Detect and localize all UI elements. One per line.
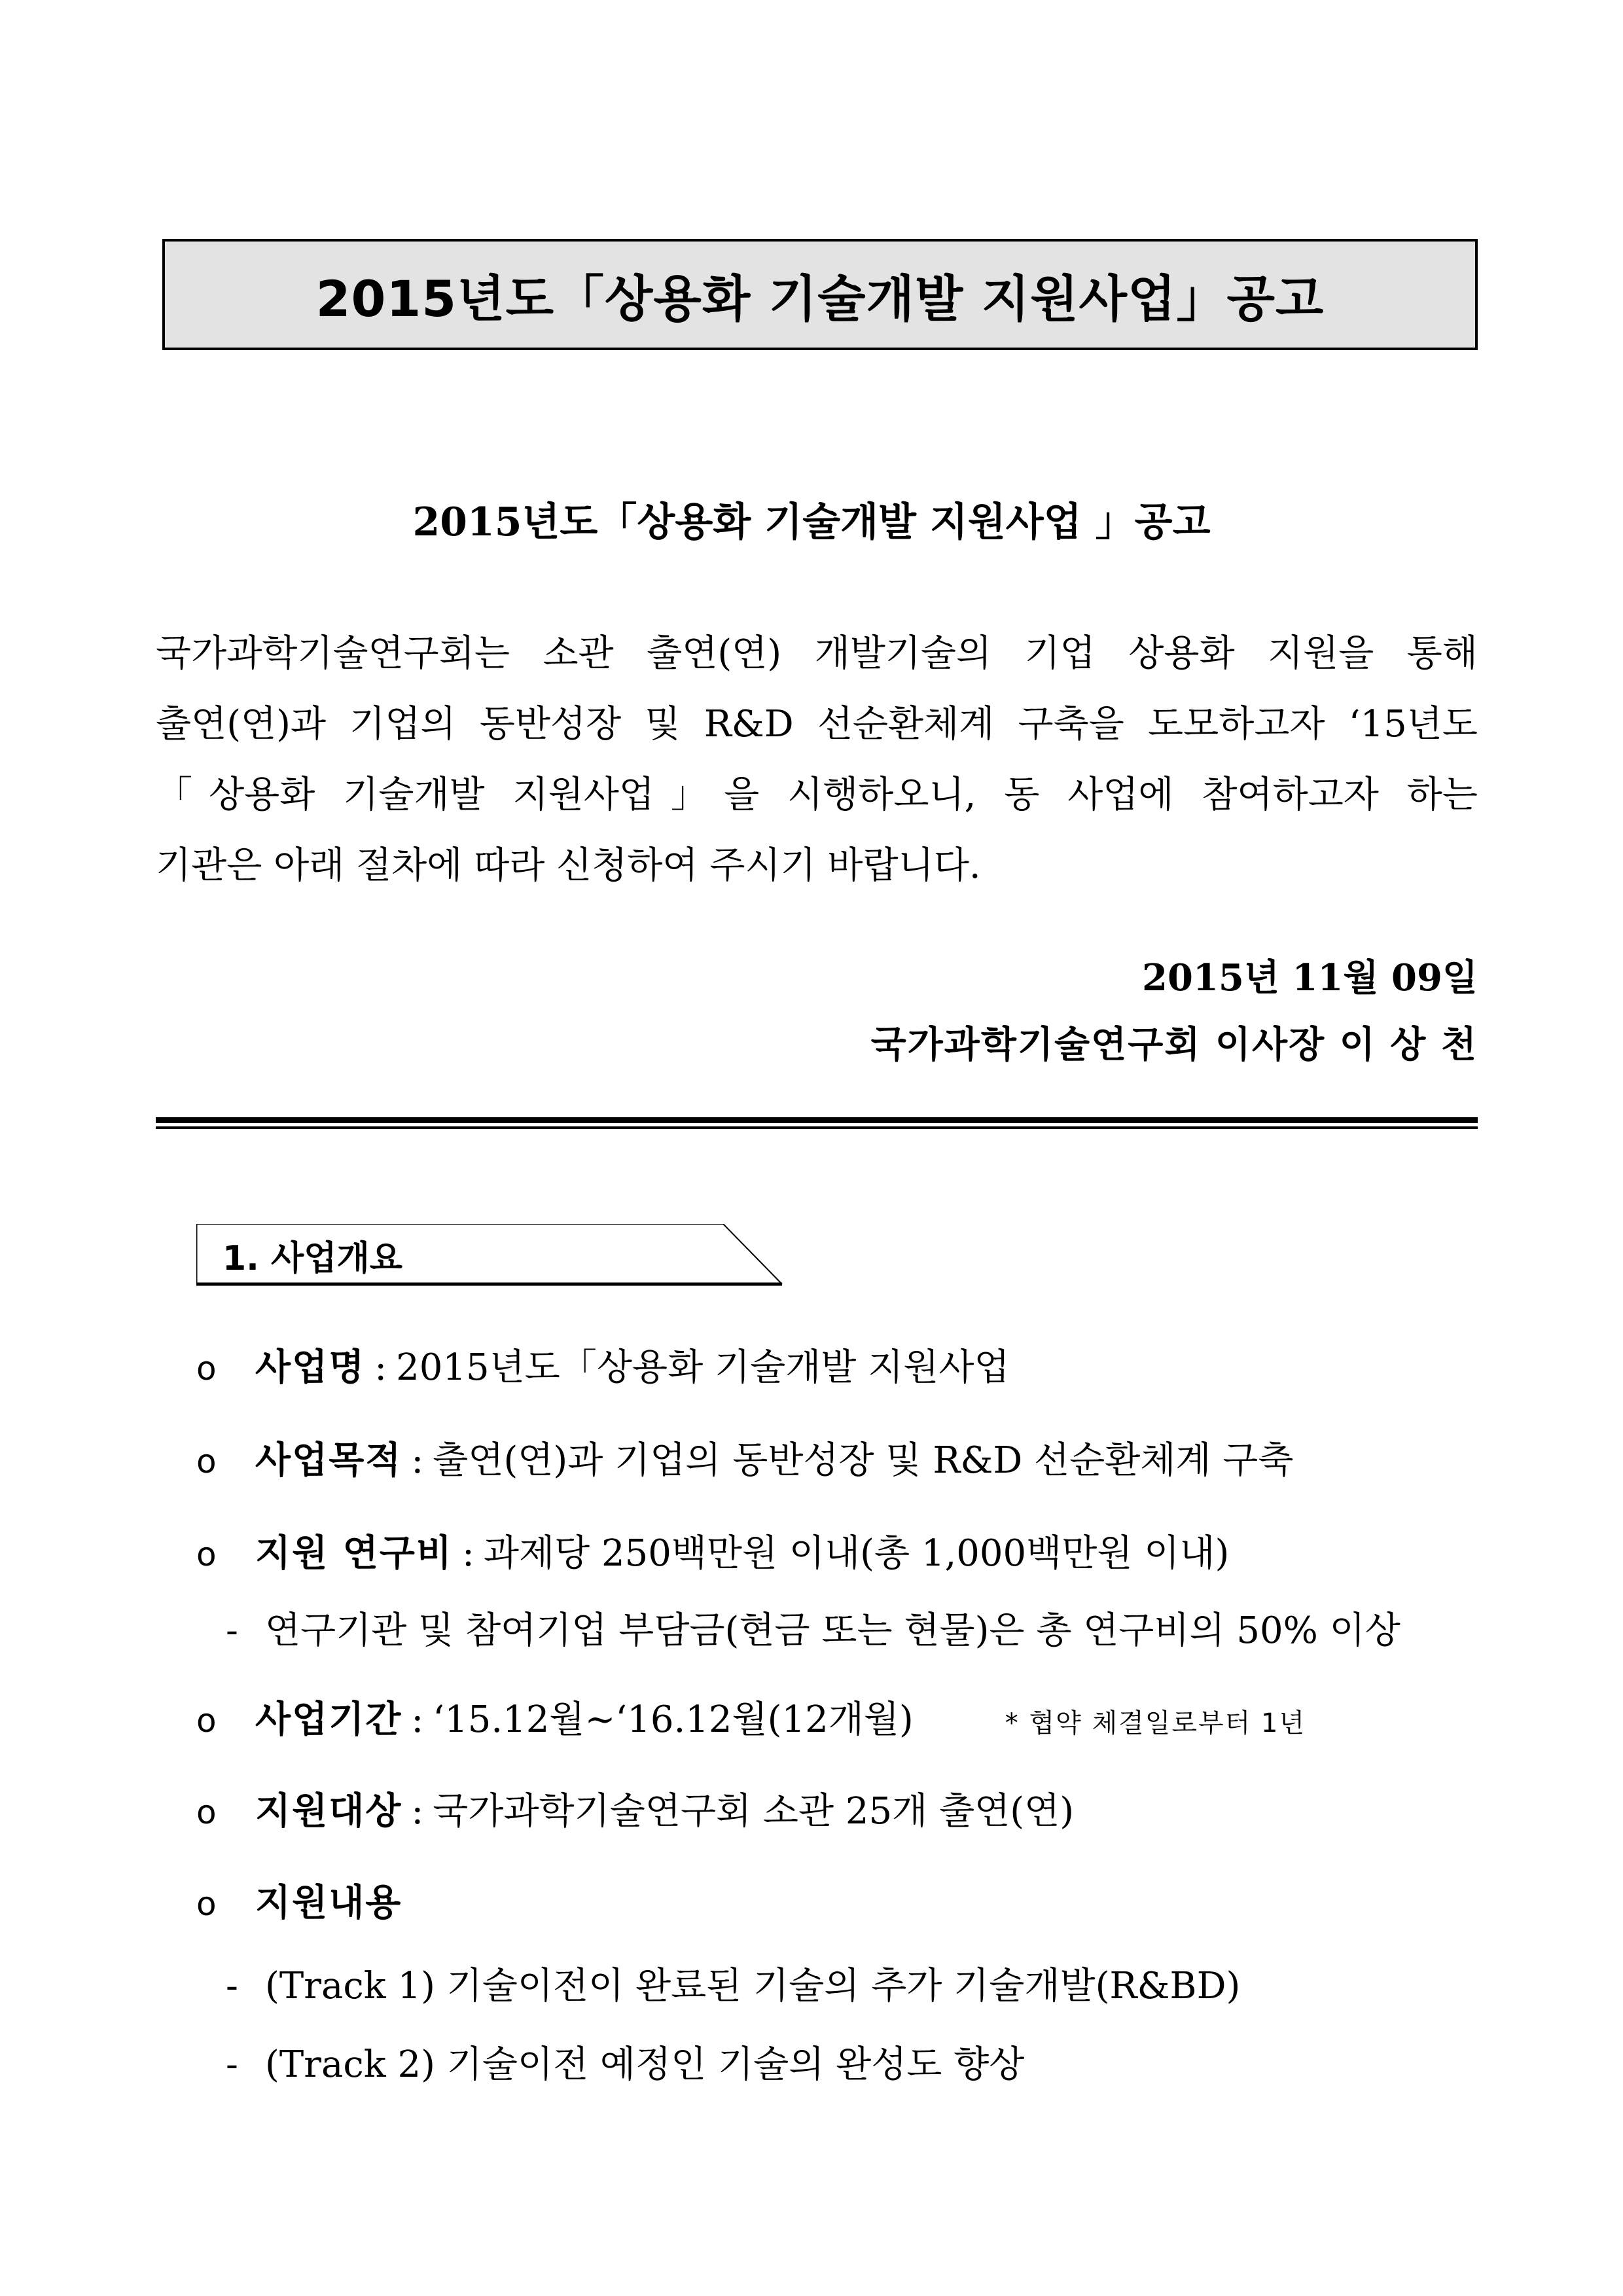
list-item-support-target bbox=[196, 1782, 1074, 1835]
item-label: 지원대상 bbox=[255, 1789, 402, 1833]
list-item-business-period bbox=[196, 1691, 1306, 1743]
divider-thick bbox=[156, 1117, 1478, 1123]
item-value: 과제당 250백만원 이내(총 1,000백만원 이내) bbox=[483, 1532, 1230, 1575]
dash-icon: - bbox=[226, 1609, 238, 1652]
section-heading-tab bbox=[196, 1224, 785, 1289]
sub-item-funding-note bbox=[226, 1602, 1400, 1654]
sub-item-text: 연구기관 및 참여기업 부담금(현금 또는 현물)은 총 연구비의 50% 이상 bbox=[265, 1609, 1400, 1652]
item-separator: : bbox=[411, 1790, 424, 1833]
bullet-icon: o bbox=[196, 1535, 217, 1573]
item-label: 지원 연구비 bbox=[255, 1532, 453, 1575]
item-label: 지원내용 bbox=[255, 1881, 402, 1924]
title-banner bbox=[162, 239, 1478, 350]
bullet-icon: o bbox=[196, 1350, 217, 1388]
sub-item-track-1 bbox=[226, 1957, 1240, 2009]
item-value: 출연(연)과 기업의 동반성장 및 R&D 선순환체계 구축 bbox=[433, 1439, 1294, 1482]
notice-signature: 국가과학기술연구회 이사장 이 상 천 bbox=[870, 1023, 1478, 1066]
bullet-icon: o bbox=[196, 1793, 217, 1831]
body-line: 국가과학기술연구회는 소관 출연(연) 개발기술의 기업 상용화 지원을 통해 bbox=[156, 632, 1478, 675]
item-value: 2015년도「상용화 기술개발 지원사업 bbox=[396, 1346, 1010, 1389]
section-heading: 1. 사업개요 bbox=[223, 1239, 402, 1278]
sub-item-text: (Track 2) 기술이전 예정인 기술의 완성도 향상 bbox=[265, 2043, 1025, 2086]
list-item-business-name bbox=[196, 1338, 1010, 1391]
divider-thin bbox=[156, 1126, 1478, 1129]
item-label: 사업명 bbox=[255, 1346, 366, 1389]
dash-icon: - bbox=[226, 2043, 238, 2086]
body-line: 출연(연)과 기업의 동반성장 및 R&D 선순환체계 구축을 도모하고자 ‘15년도 bbox=[156, 703, 1478, 745]
notice-body bbox=[156, 619, 1478, 901]
page-title: 2015년도「상용화 기술개발 지원사업」공고 bbox=[315, 269, 1325, 328]
item-separator: : bbox=[461, 1532, 474, 1575]
list-item-research-funding bbox=[196, 1524, 1229, 1577]
item-label: 사업기간 bbox=[255, 1698, 402, 1741]
item-separator: : bbox=[411, 1439, 424, 1482]
dash-icon: - bbox=[226, 1965, 238, 2007]
list-item-support-content bbox=[196, 1874, 402, 1926]
item-value: ‘15.12월~‘16.12월(12개월) bbox=[433, 1698, 914, 1741]
bullet-icon: o bbox=[196, 1443, 217, 1480]
period-note: * 협약 체결일로부터 1년 bbox=[1005, 1708, 1306, 1738]
item-label: 사업목적 bbox=[255, 1439, 402, 1482]
bullet-icon: o bbox=[196, 1702, 217, 1740]
bullet-icon: o bbox=[196, 1885, 217, 1923]
body-line: 「상용화 기술개발 지원사업」을 시행하오니, 동 사업에 참여하고자 하는 bbox=[156, 774, 1478, 816]
body-line: 기관은 아래 절차에 따라 신청하여 주시기 바랍니다. bbox=[156, 844, 981, 887]
sub-item-track-2 bbox=[226, 2036, 1024, 2088]
notice-date: 2015년 11월 09일 bbox=[1142, 956, 1478, 999]
notice-subtitle: 2015년도「상용화 기술개발 지원사업 」공고 bbox=[412, 499, 1211, 545]
sub-item-text: (Track 1) 기술이전이 완료된 기술의 추가 기술개발(R&BD) bbox=[265, 1965, 1241, 2007]
item-separator: : bbox=[411, 1698, 424, 1741]
list-item-business-purpose bbox=[196, 1431, 1294, 1484]
item-separator: : bbox=[374, 1346, 387, 1389]
item-value: 국가과학기술연구회 소관 25개 출연(연) bbox=[433, 1790, 1075, 1833]
